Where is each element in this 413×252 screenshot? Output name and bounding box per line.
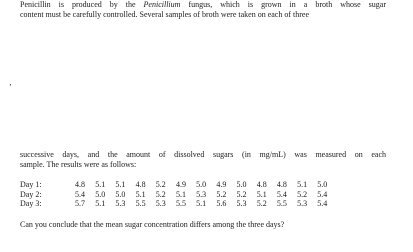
table-cell: 4.9 xyxy=(175,180,186,189)
table-cell: 5.0 xyxy=(236,180,247,189)
table-cell: 4.9 xyxy=(216,180,227,189)
day-label: Day 2: xyxy=(20,189,42,199)
table-cell: 5.0 xyxy=(95,189,106,199)
table-cell: 5.5 xyxy=(135,199,146,208)
day-label: Day 3: xyxy=(20,199,42,208)
table-cell: 5.2 xyxy=(155,180,166,189)
table-cell: 5.2 xyxy=(236,189,247,199)
problem-continuation-paragraph xyxy=(20,150,386,170)
table-cell: 4.8 xyxy=(75,180,85,189)
table-cell: 5.3 xyxy=(115,199,126,208)
table-cell: 5.5 xyxy=(175,199,186,208)
sugar-data-table xyxy=(20,180,337,209)
table-cell: 5.3 xyxy=(297,199,308,208)
table-cell: 5.3 xyxy=(196,189,207,199)
table-cell: 5.1 xyxy=(115,180,126,189)
table-cell: 5.5 xyxy=(276,199,287,208)
intro-line-1 xyxy=(20,0,386,10)
table-cell: 4.8 xyxy=(276,180,287,189)
table-cell: 5.3 xyxy=(236,199,247,208)
problem-intro-paragraph xyxy=(20,0,386,20)
table-cell: 5.4 xyxy=(276,189,287,199)
table-cell: 5.2 xyxy=(256,199,267,208)
table-cell: 5.4 xyxy=(317,199,328,208)
stray-mark: ‚ xyxy=(9,78,12,87)
table-cell: 5.0 xyxy=(317,180,328,189)
table-cell: 5.1 xyxy=(135,189,146,199)
question-text: Can you conclude that the mean sugar concentration differs among the three days? xyxy=(20,220,285,229)
table-cell: 5.1 xyxy=(196,199,207,208)
table-row xyxy=(20,180,337,190)
table-cell: 4.8 xyxy=(256,180,267,189)
table-cell: 5.6 xyxy=(216,199,227,208)
table-cell: 5.2 xyxy=(155,189,166,199)
table-cell: 5.3 xyxy=(155,199,166,208)
continuation-line-2: sample. The results were as follows: xyxy=(20,160,137,169)
table-cell: 5.2 xyxy=(216,189,227,199)
table-cell: 5.1 xyxy=(95,180,106,189)
table-cell: 5.1 xyxy=(297,180,308,189)
table-cell: 5.0 xyxy=(196,180,207,189)
intro-line-1-end: fungus, which is grown in a broth whose sugar xyxy=(180,0,386,9)
sugar-data-table-body xyxy=(20,180,337,209)
table-cell: 5.1 xyxy=(95,199,106,208)
fungus-name: Penicillium xyxy=(143,0,181,9)
table-cell: 5.1 xyxy=(256,189,267,199)
table-cell: 4.8 xyxy=(135,180,146,189)
table-cell: 5.2 xyxy=(297,189,308,199)
table-row xyxy=(20,199,337,209)
table-row xyxy=(20,190,337,200)
intro-line-2: content must be carefully controlled. Several samples of broth were taken on each of three xyxy=(20,10,309,19)
table-cell: 5.4 xyxy=(75,189,85,199)
intro-line-1-start: Penicillin is produced by the xyxy=(20,0,144,9)
table-cell: 5.4 xyxy=(317,189,328,199)
table-cell: 5.1 xyxy=(175,189,186,199)
table-cell: 5.0 xyxy=(115,189,126,199)
table-cell: 5.7 xyxy=(75,199,85,208)
day-label: Day 1: xyxy=(20,180,42,189)
continuation-line-1: successive days, and the amount of dissolved sugars (in mg/mL) was measured on each xyxy=(20,150,386,159)
